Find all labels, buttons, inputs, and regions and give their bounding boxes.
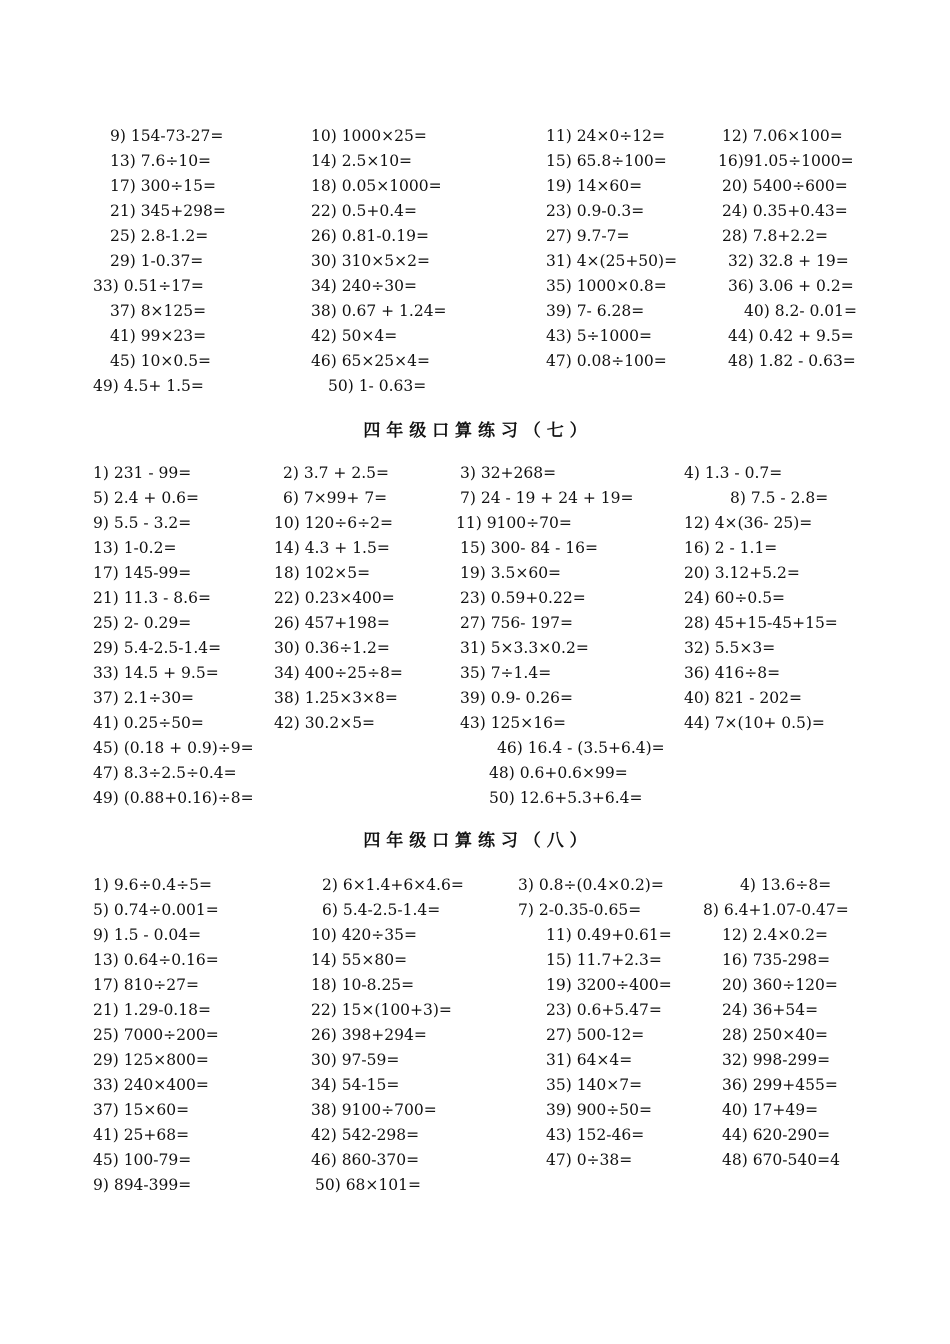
problem: 17) 300÷15=	[110, 177, 216, 195]
problem-row	[0, 461, 950, 486]
problem: 9) 894-399=	[93, 1176, 192, 1194]
problem: 28) 250×40=	[722, 1026, 828, 1044]
problem: 7) 24 - 19 + 24 + 19=	[460, 489, 634, 507]
problem: 11) 9100÷70=	[456, 514, 572, 532]
problem: 35) 1000×0.8=	[546, 277, 667, 295]
problem: 14) 55×80=	[311, 951, 408, 969]
problem: 46) 16.4 - (3.5+6.4)=	[497, 739, 665, 757]
problem: 10) 420÷35=	[311, 926, 417, 944]
problem-row	[0, 486, 950, 511]
problem: 33) 240×400=	[93, 1076, 209, 1094]
problem: 18) 0.05×1000=	[311, 177, 442, 195]
problem-row	[0, 586, 950, 611]
problem: 4) 1.3 - 0.7=	[684, 464, 783, 482]
problem: 3) 32+268=	[460, 464, 557, 482]
problem: 43) 152-46=	[546, 1126, 645, 1144]
problem: 45) (0.18 + 0.9)÷9=	[93, 739, 254, 757]
problem: 41) 25+68=	[93, 1126, 190, 1144]
problem: 26) 0.81-0.19=	[311, 227, 429, 245]
problem: 22) 15×(100+3)=	[311, 1001, 452, 1019]
problem-row	[0, 124, 950, 149]
problem-row	[0, 661, 950, 686]
problem: 20) 3.12+5.2=	[684, 564, 800, 582]
problem: 36) 3.06 + 0.2=	[728, 277, 854, 295]
problem-row	[0, 324, 950, 349]
problem: 38) 9100÷700=	[311, 1101, 437, 1119]
problem: 34) 400÷25÷8=	[274, 664, 403, 682]
problem: 5) 0.74÷0.001=	[93, 901, 219, 919]
problem: 42) 542-298=	[311, 1126, 420, 1144]
problem: 31) 64×4=	[546, 1051, 633, 1069]
problem: 48) 0.6+0.6×99=	[489, 764, 628, 782]
problem-row	[0, 711, 950, 736]
problem: 47) 0÷38=	[546, 1151, 633, 1169]
problem-row	[0, 249, 950, 274]
problem: 19) 14×60=	[546, 177, 643, 195]
section-title: 四 年 级 口 算 练 习 （ 七 ）	[363, 421, 587, 441]
problem: 31) 5×3.3×0.2=	[460, 639, 589, 657]
problem: 8) 7.5 - 2.8=	[730, 489, 829, 507]
problem: 22) 0.5+0.4=	[311, 202, 417, 220]
problem: 9) 5.5 - 3.2=	[93, 514, 192, 532]
problem: 37) 15×60=	[93, 1101, 190, 1119]
problem: 32) 5.5×3=	[684, 639, 776, 657]
problem: 27) 500-12=	[546, 1026, 645, 1044]
problem: 33) 14.5 + 9.5=	[93, 664, 219, 682]
problem: 38) 1.25×3×8=	[274, 689, 398, 707]
problem: 44) 7×(10+ 0.5)=	[684, 714, 825, 732]
problem: 13) 7.6÷10=	[110, 152, 212, 170]
problem: 36) 299+455=	[722, 1076, 838, 1094]
problem: 18) 102×5=	[274, 564, 371, 582]
problem-row	[0, 1023, 950, 1048]
problem: 2) 3.7 + 2.5=	[283, 464, 389, 482]
problem: 25) 7000÷200=	[93, 1026, 219, 1044]
problem: 49) (0.88+0.16)÷8=	[93, 789, 254, 807]
problem: 44) 620-290=	[722, 1126, 831, 1144]
problem: 10) 1000×25=	[311, 127, 427, 145]
problem: 23) 0.6+5.47=	[546, 1001, 662, 1019]
problem-row	[0, 873, 950, 898]
problem: 27) 756- 197=	[460, 614, 574, 632]
problem: 15) 300- 84 - 16=	[460, 539, 598, 557]
problem: 13) 0.64÷0.16=	[93, 951, 219, 969]
problem: 40) 8.2- 0.01=	[744, 302, 858, 320]
problem: 5) 2.4 + 0.6=	[93, 489, 199, 507]
problem: 39) 7- 6.28=	[546, 302, 645, 320]
problem: 27) 9.7-7=	[546, 227, 630, 245]
problem: 6) 5.4-2.5-1.4=	[322, 901, 441, 919]
problem: 9) 1.5 - 0.04=	[93, 926, 202, 944]
problem-row	[0, 199, 950, 224]
problem: 39) 0.9- 0.26=	[460, 689, 574, 707]
problem: 38) 0.67 + 1.24=	[311, 302, 447, 320]
problem: 34) 54-15=	[311, 1076, 400, 1094]
problem-row	[0, 898, 950, 923]
problem: 32) 998-299=	[722, 1051, 831, 1069]
problem: 9) 154-73-27=	[110, 127, 224, 145]
problem: 42) 50×4=	[311, 327, 398, 345]
problem: 45) 100-79=	[93, 1151, 192, 1169]
problem: 26) 398+294=	[311, 1026, 427, 1044]
problem: 18) 10-8.25=	[311, 976, 415, 994]
problem: 11) 24×0÷12=	[546, 127, 665, 145]
problem: 12) 7.06×100=	[722, 127, 843, 145]
problem: 41) 0.25÷50=	[93, 714, 204, 732]
problem-row	[0, 274, 950, 299]
problem: 30) 0.36÷1.2=	[274, 639, 390, 657]
problem: 23) 0.9-0.3=	[546, 202, 645, 220]
problem-row	[0, 1098, 950, 1123]
problem: 1) 231 - 99=	[93, 464, 192, 482]
problem: 28) 7.8+2.2=	[722, 227, 828, 245]
problem: 21) 11.3 - 8.6=	[93, 589, 211, 607]
problem: 20) 360÷120=	[722, 976, 838, 994]
problem-row	[0, 923, 950, 948]
problem-row	[0, 948, 950, 973]
problem-row	[0, 511, 950, 536]
problem-row	[0, 561, 950, 586]
problem: 36) 416÷8=	[684, 664, 781, 682]
problem: 21) 345+298=	[110, 202, 226, 220]
problem: 14) 2.5×10=	[311, 152, 413, 170]
problem: 49) 4.5+ 1.5=	[93, 377, 204, 395]
problem: 22) 0.23×400=	[274, 589, 395, 607]
problem-row	[0, 1173, 950, 1198]
problem: 20) 5400÷600=	[722, 177, 848, 195]
problem-row	[0, 736, 950, 761]
problem: 23) 0.59+0.22=	[460, 589, 586, 607]
problem-row	[0, 1048, 950, 1073]
problem: 3) 0.8÷(0.4×0.2)=	[518, 876, 664, 894]
problem: 44) 0.42 + 9.5=	[728, 327, 854, 345]
problem: 34) 240÷30=	[311, 277, 417, 295]
problem: 50) 68×101=	[315, 1176, 421, 1194]
problem-row	[0, 636, 950, 661]
problem: 6) 7×99+ 7=	[283, 489, 388, 507]
problem: 1) 9.6÷0.4÷5=	[93, 876, 212, 894]
problem: 47) 0.08÷100=	[546, 352, 667, 370]
problem-row	[0, 761, 950, 786]
problem: 29) 5.4-2.5-1.4=	[93, 639, 222, 657]
problem: 43) 125×16=	[460, 714, 566, 732]
problem: 26) 457+198=	[274, 614, 390, 632]
problem-row	[0, 1073, 950, 1098]
problem: 8) 6.4+1.07-0.47=	[703, 901, 849, 919]
problem: 40) 17+49=	[722, 1101, 819, 1119]
problem-row	[0, 299, 950, 324]
problem: 29) 125×800=	[93, 1051, 209, 1069]
problem: 15) 65.8÷100=	[546, 152, 667, 170]
problem: 50) 12.6+5.3+6.4=	[489, 789, 643, 807]
problem-row	[0, 224, 950, 249]
problem: 17) 810÷27=	[93, 976, 199, 994]
problem: 46) 860-370=	[311, 1151, 420, 1169]
problem: 39) 900÷50=	[546, 1101, 652, 1119]
problem-row	[0, 1123, 950, 1148]
problem-row	[0, 686, 950, 711]
problem: 16) 2 - 1.1=	[684, 539, 778, 557]
problem: 24) 0.35+0.43=	[722, 202, 848, 220]
problem: 21) 1.29-0.18=	[93, 1001, 211, 1019]
problem: 40) 821 - 202=	[684, 689, 802, 707]
problem: 16) 735-298=	[722, 951, 831, 969]
problem-row	[0, 786, 950, 811]
problem: 12) 4×(36- 25)=	[684, 514, 813, 532]
problem: 25) 2- 0.29=	[93, 614, 192, 632]
problem: 33) 0.51÷17=	[93, 277, 204, 295]
problem: 41) 99×23=	[110, 327, 207, 345]
problem: 24) 36+54=	[722, 1001, 819, 1019]
problem: 50) 1- 0.63=	[328, 377, 427, 395]
problem: 11) 0.49+0.61=	[546, 926, 672, 944]
problem: 45) 10×0.5=	[110, 352, 212, 370]
problem: 19) 3.5×60=	[460, 564, 562, 582]
problem: 30) 310×5×2=	[311, 252, 430, 270]
problem: 35) 7÷1.4=	[460, 664, 552, 682]
problem: 4) 13.6÷8=	[740, 876, 832, 894]
problem: 37) 2.1÷30=	[93, 689, 195, 707]
problem: 2) 6×1.4+6×4.6=	[322, 876, 464, 894]
problem: 46) 65×25×4=	[311, 352, 430, 370]
problem-row	[0, 611, 950, 636]
problem: 29) 1-0.37=	[110, 252, 204, 270]
problem-row	[0, 374, 950, 399]
problem-row	[0, 536, 950, 561]
problem-row	[0, 174, 950, 199]
problem: 31) 4×(25+50)=	[546, 252, 678, 270]
problem: 12) 2.4×0.2=	[722, 926, 828, 944]
problem: 28) 45+15-45+15=	[684, 614, 838, 632]
problem-row	[0, 1148, 950, 1173]
problem: 35) 140×7=	[546, 1076, 643, 1094]
problem: 37) 8×125=	[110, 302, 207, 320]
problem: 43) 5÷1000=	[546, 327, 652, 345]
problem: 15) 11.7+2.3=	[546, 951, 662, 969]
problem-row	[0, 149, 950, 174]
problem: 32) 32.8 + 19=	[728, 252, 849, 270]
problem: 19) 3200÷400=	[546, 976, 672, 994]
problem: 48) 1.82 - 0.63=	[728, 352, 856, 370]
problem: 16)91.05÷1000=	[718, 152, 854, 170]
section-title: 四 年 级 口 算 练 习 （ 八 ）	[363, 831, 587, 851]
problem: 30) 97-59=	[311, 1051, 400, 1069]
problem: 10) 120÷6÷2=	[274, 514, 393, 532]
problem: 13) 1-0.2=	[93, 539, 177, 557]
problem: 17) 145-99=	[93, 564, 192, 582]
problem: 24) 60÷0.5=	[684, 589, 786, 607]
problem: 7) 2-0.35-0.65=	[518, 901, 642, 919]
problem-row	[0, 998, 950, 1023]
problem: 47) 8.3÷2.5÷0.4=	[93, 764, 237, 782]
problem-row	[0, 349, 950, 374]
problem: 14) 4.3 + 1.5=	[274, 539, 390, 557]
problem: 48) 670-540=4	[722, 1151, 840, 1169]
problem: 42) 30.2×5=	[274, 714, 376, 732]
problem: 25) 2.8-1.2=	[110, 227, 209, 245]
problem-row	[0, 973, 950, 998]
